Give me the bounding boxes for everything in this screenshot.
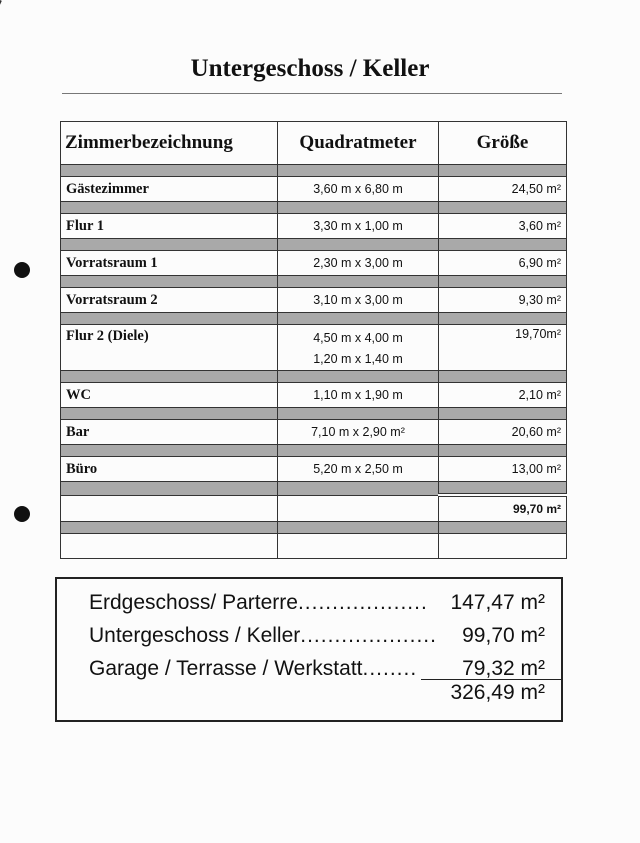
- summary-label: Erdgeschoss/ Parterre: [89, 591, 298, 614]
- stripe-cell: [439, 445, 567, 457]
- summary-box: [55, 577, 563, 722]
- table-body: [61, 165, 567, 559]
- corner-mark: [0, 0, 2, 21]
- empty-cell: [61, 495, 278, 522]
- stripe-cell: [439, 276, 567, 288]
- table-row: [61, 457, 567, 482]
- stripe-cell: [278, 202, 439, 214]
- stripe-cell: [61, 482, 278, 496]
- room-size: 13,00 m²: [439, 457, 567, 482]
- table-row: [61, 288, 567, 313]
- stripe-row: [61, 239, 567, 251]
- stripe-row: [61, 165, 567, 177]
- punch-hole: [14, 262, 30, 278]
- empty-cell: [439, 534, 567, 559]
- stripe-row: [61, 371, 567, 383]
- stripe-cell: [278, 522, 439, 534]
- room-size: 24,50 m²: [439, 177, 567, 202]
- summary-value: 79,32 m²: [462, 657, 545, 680]
- dimension-line: 5,20 m x 2,50 m: [313, 461, 403, 476]
- stripe-cell: [278, 408, 439, 420]
- leader-dots: ...................: [297, 591, 428, 614]
- table-row: [61, 383, 567, 408]
- stripe-cell: [278, 445, 439, 457]
- summary-line: [89, 624, 545, 654]
- dimension-line: 3,30 m x 1,00 m: [313, 218, 403, 233]
- stripe-cell: [278, 276, 439, 288]
- rooms-table: [60, 121, 567, 559]
- room-dimensions: [278, 177, 439, 202]
- room-size: 3,60 m²: [439, 214, 567, 239]
- room-name: Flur 2 (Diele): [61, 325, 278, 371]
- room-size: 20,60 m²: [439, 420, 567, 445]
- room-name: Bar: [61, 420, 278, 445]
- room-size: 2,10 m²: [439, 383, 567, 408]
- page-title: Untergeschoss / Keller: [190, 55, 430, 82]
- stripe-cell: [439, 408, 567, 420]
- summary-value: 147,47 m²: [450, 591, 545, 614]
- room-name: Büro: [61, 457, 278, 482]
- stripe-row: [61, 276, 567, 288]
- stripe-row: [61, 482, 567, 496]
- room-dimensions: [278, 325, 439, 371]
- stripe-cell: [278, 239, 439, 251]
- stripe-cell: [439, 522, 567, 534]
- room-dimensions: [278, 288, 439, 313]
- room-name: Vorratsraum 2: [61, 288, 278, 313]
- title-underline: [62, 93, 562, 94]
- stripe-cell: [61, 313, 278, 325]
- stripe-row: [61, 313, 567, 325]
- stripe-row: [61, 408, 567, 420]
- stripe-cell: [61, 276, 278, 288]
- room-size: 6,90 m²: [439, 251, 567, 276]
- dimension-line: 1,10 m x 1,90 m: [313, 387, 403, 402]
- table-row: [61, 325, 567, 371]
- table-row: [61, 420, 567, 445]
- leader-dots: ....................: [300, 624, 437, 647]
- stripe-cell: [278, 371, 439, 383]
- stripe-cell: [278, 165, 439, 177]
- room-dimensions: [278, 383, 439, 408]
- stripe-cell: [61, 202, 278, 214]
- stripe-cell: [439, 371, 567, 383]
- summary-label: Garage / Terrasse / Werkstatt: [89, 657, 363, 680]
- grand-total: 326,49 m²: [450, 681, 545, 704]
- table-header-row: [61, 122, 567, 165]
- room-name: Vorratsraum 1: [61, 251, 278, 276]
- stripe-cell: [439, 239, 567, 251]
- empty-cell: [278, 495, 439, 522]
- room-name: WC: [61, 383, 278, 408]
- stripe-cell: [61, 522, 278, 534]
- stripe-cell: [439, 482, 567, 496]
- blank-row: [61, 534, 567, 559]
- dimension-line: 3,10 m x 3,00 m: [313, 292, 403, 307]
- room-size: 19,70m²: [439, 325, 567, 371]
- stripe-cell: [61, 371, 278, 383]
- table-row: [61, 251, 567, 276]
- summary-line: [89, 591, 545, 621]
- summary-value: 99,70 m²: [462, 624, 545, 647]
- empty-cell: [278, 534, 439, 559]
- dimension-line: 1,20 m x 1,40 m: [313, 352, 403, 366]
- room-dimensions: [278, 214, 439, 239]
- stripe-cell: [278, 313, 439, 325]
- dimension-line: 3,60 m x 6,80 m: [313, 181, 403, 196]
- header-room-name: Zimmerbezeichnung: [61, 122, 278, 165]
- summary-label: Untergeschoss / Keller: [89, 624, 301, 647]
- header-square-meters: Quadratmeter: [278, 122, 439, 165]
- summary-rule: [421, 679, 561, 680]
- stripe-cell: [61, 165, 278, 177]
- empty-cell: [61, 534, 278, 559]
- stripe-row: [61, 522, 567, 534]
- room-name: Flur 1: [61, 214, 278, 239]
- stripe-cell: [61, 239, 278, 251]
- stripe-row: [61, 202, 567, 214]
- stripe-cell: [61, 408, 278, 420]
- stripe-cell: [278, 482, 439, 496]
- room-name: Gästezimmer: [61, 177, 278, 202]
- table-row: [61, 177, 567, 202]
- stripe-cell: [61, 445, 278, 457]
- room-dimensions: [278, 251, 439, 276]
- table-row: [61, 214, 567, 239]
- total-size: 99,70 m²: [439, 495, 567, 522]
- room-dimensions: [278, 457, 439, 482]
- room-dimensions: [278, 420, 439, 445]
- stripe-row: [61, 445, 567, 457]
- dimension-line: 4,50 m x 4,00 m: [313, 331, 403, 345]
- stripe-cell: [439, 202, 567, 214]
- stripe-cell: [439, 313, 567, 325]
- total-row: [61, 495, 567, 522]
- room-size: 9,30 m²: [439, 288, 567, 313]
- stripe-cell: [439, 165, 567, 177]
- header-size: Größe: [439, 122, 567, 165]
- dimension-line: 7,10 m x 2,90 m²: [311, 424, 405, 439]
- dimension-line: 2,30 m x 3,00 m: [313, 255, 403, 270]
- leader-dots: ........: [362, 657, 418, 680]
- punch-hole: [14, 506, 30, 522]
